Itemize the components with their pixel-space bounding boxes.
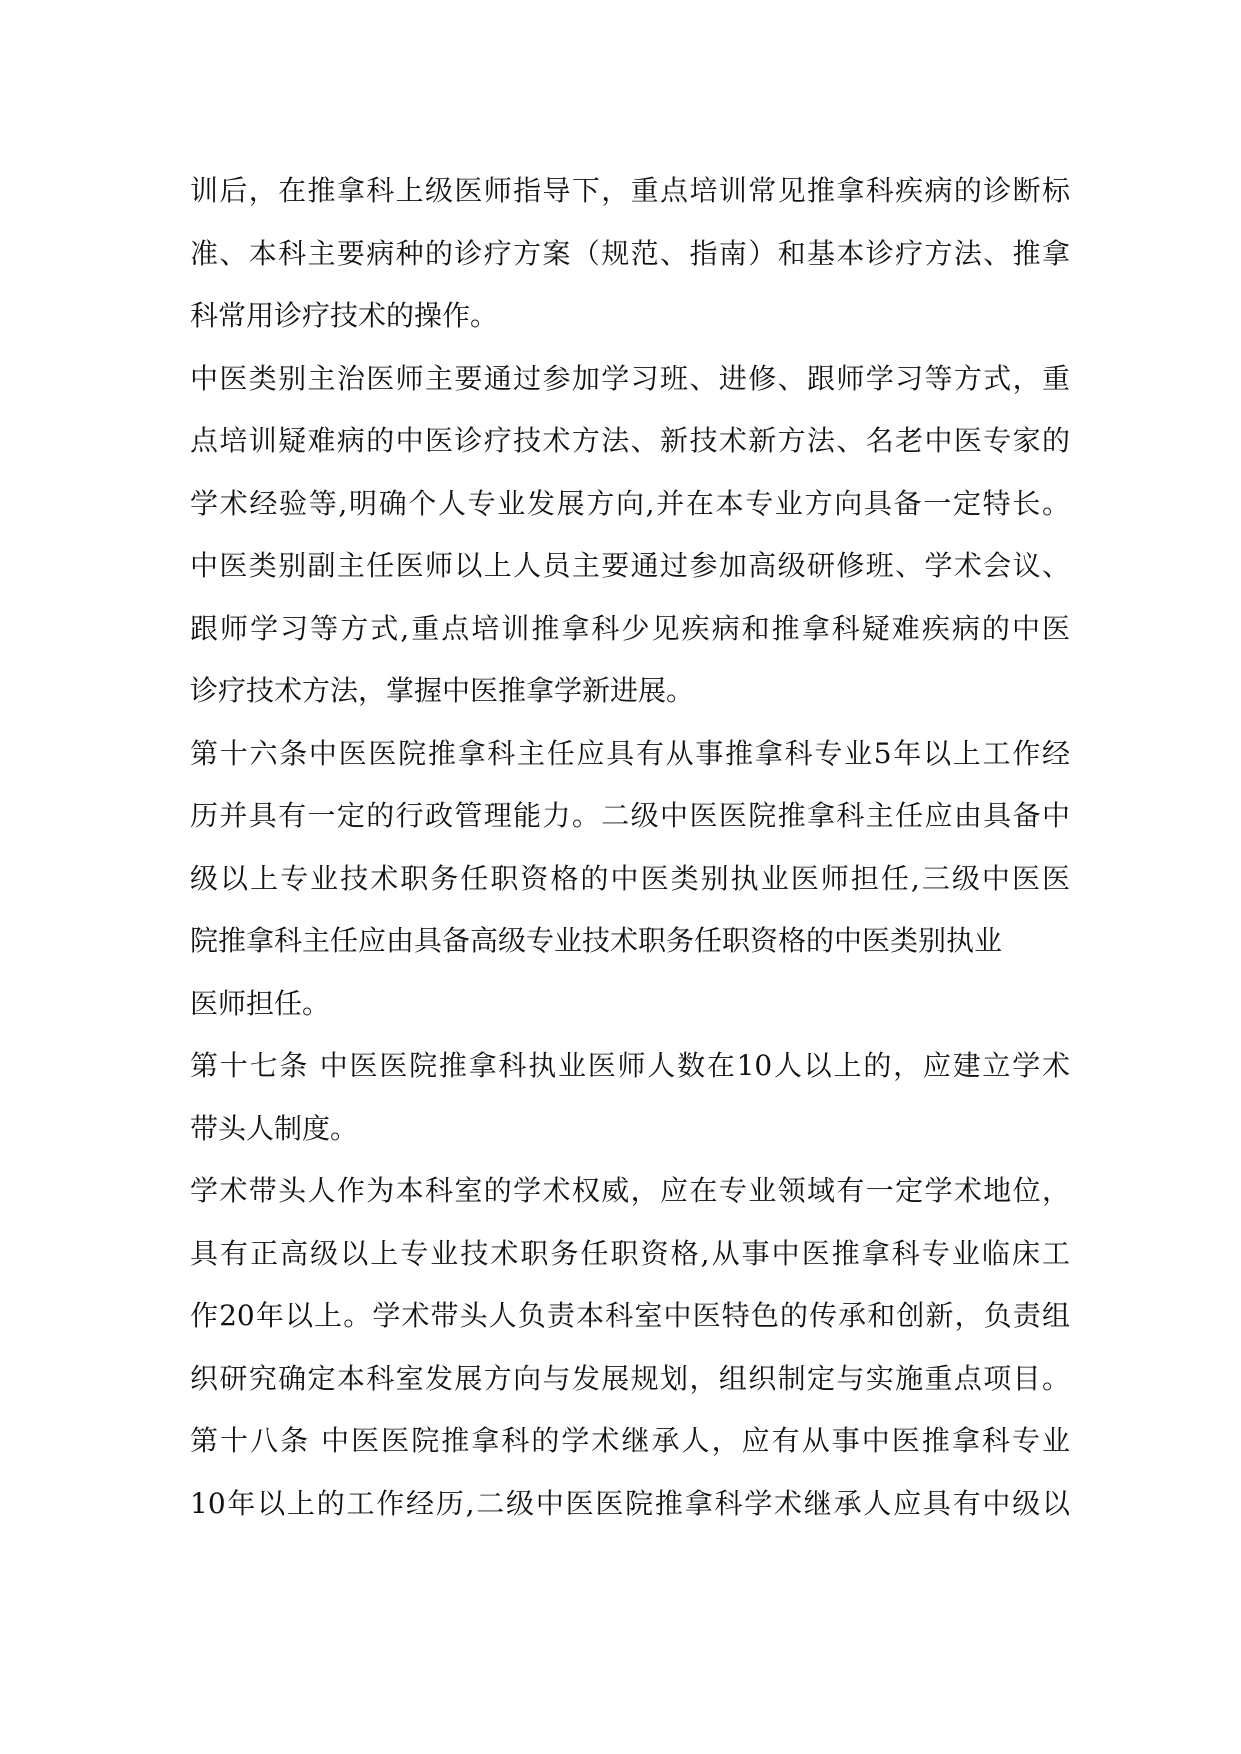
document-body xyxy=(190,160,1070,1535)
text-line: 点培训疑难病的中医诊疗技术方法、新技术新方法、名老中医专家的 xyxy=(190,424,1070,457)
text-line: 医师担任。 xyxy=(190,986,331,1020)
text-line: 第十八条 中医医院推拿科的学术继承人，应有从事中医推拿科专业 xyxy=(190,1424,1070,1457)
text-line: 跟师学习等方式,重点培训推拿科少见疾病和推拿科疑难疾病的中医 xyxy=(190,611,1070,645)
text-line: 训后，在推拿科上级医师指导下，重点培训常见推拿科疾病的诊断标 xyxy=(190,174,1070,207)
text-line: 中医类别主治医师主要通过参加学习班、进修、跟师学习等方式，重 xyxy=(190,361,1070,395)
text-line: 学术带头人作为本科室的学术权威，应在专业领域有一定学术地位， xyxy=(190,1174,1070,1207)
text-line: 诊疗技术方法，掌握中医推拿学新进展。 xyxy=(190,674,695,707)
text-line: 科常用诊疗技术的操作。 xyxy=(190,299,499,332)
text-line: 学术经验等,明确个人专业发展方向,并在本专业方向具备一定特长。 xyxy=(190,486,1070,520)
text-line: 织研究确定本科室发展方向与发展规划，组织制定与实施重点项目。 xyxy=(190,1361,1070,1395)
text-line: 10年以上的工作经历,二级中医医院推拿科学术继承人应具有中级以 xyxy=(190,1486,1070,1520)
text-line: 带头人制度。 xyxy=(190,1111,359,1145)
text-line: 中医类别副主任医师以上人员主要通过参加高级研修班、学术会议、 xyxy=(190,549,1070,582)
text-line: 准、本科主要病种的诊疗方案（规范、指南）和基本诊疗方法、推拿 xyxy=(190,236,1070,270)
text-line: 历并具有一定的行政管理能力。二级中医医院推拿科主任应由具备中 xyxy=(190,799,1070,832)
text-line: 第十六条中医医院推拿科主任应具有从事推拿科专业5年以上工作经 xyxy=(190,736,1070,770)
text-line: 级以上专业技术职务任职资格的中医类别执业医师担任,三级中医医 xyxy=(190,861,1070,895)
text-line: 第十七条 中医医院推拿科执业医师人数在10人以上的，应建立学术 xyxy=(190,1049,1070,1082)
text-line: 作20年以上。学术带头人负责本科室中医特色的传承和创新，负责组 xyxy=(190,1299,1070,1332)
text-line: 院推拿科主任应由具备高级专业技术职务任职资格的中医类别执业 xyxy=(190,924,1003,957)
text-line: 具有正高级以上专业技术职务任职资格,从事中医推拿科专业临床工 xyxy=(190,1236,1070,1270)
